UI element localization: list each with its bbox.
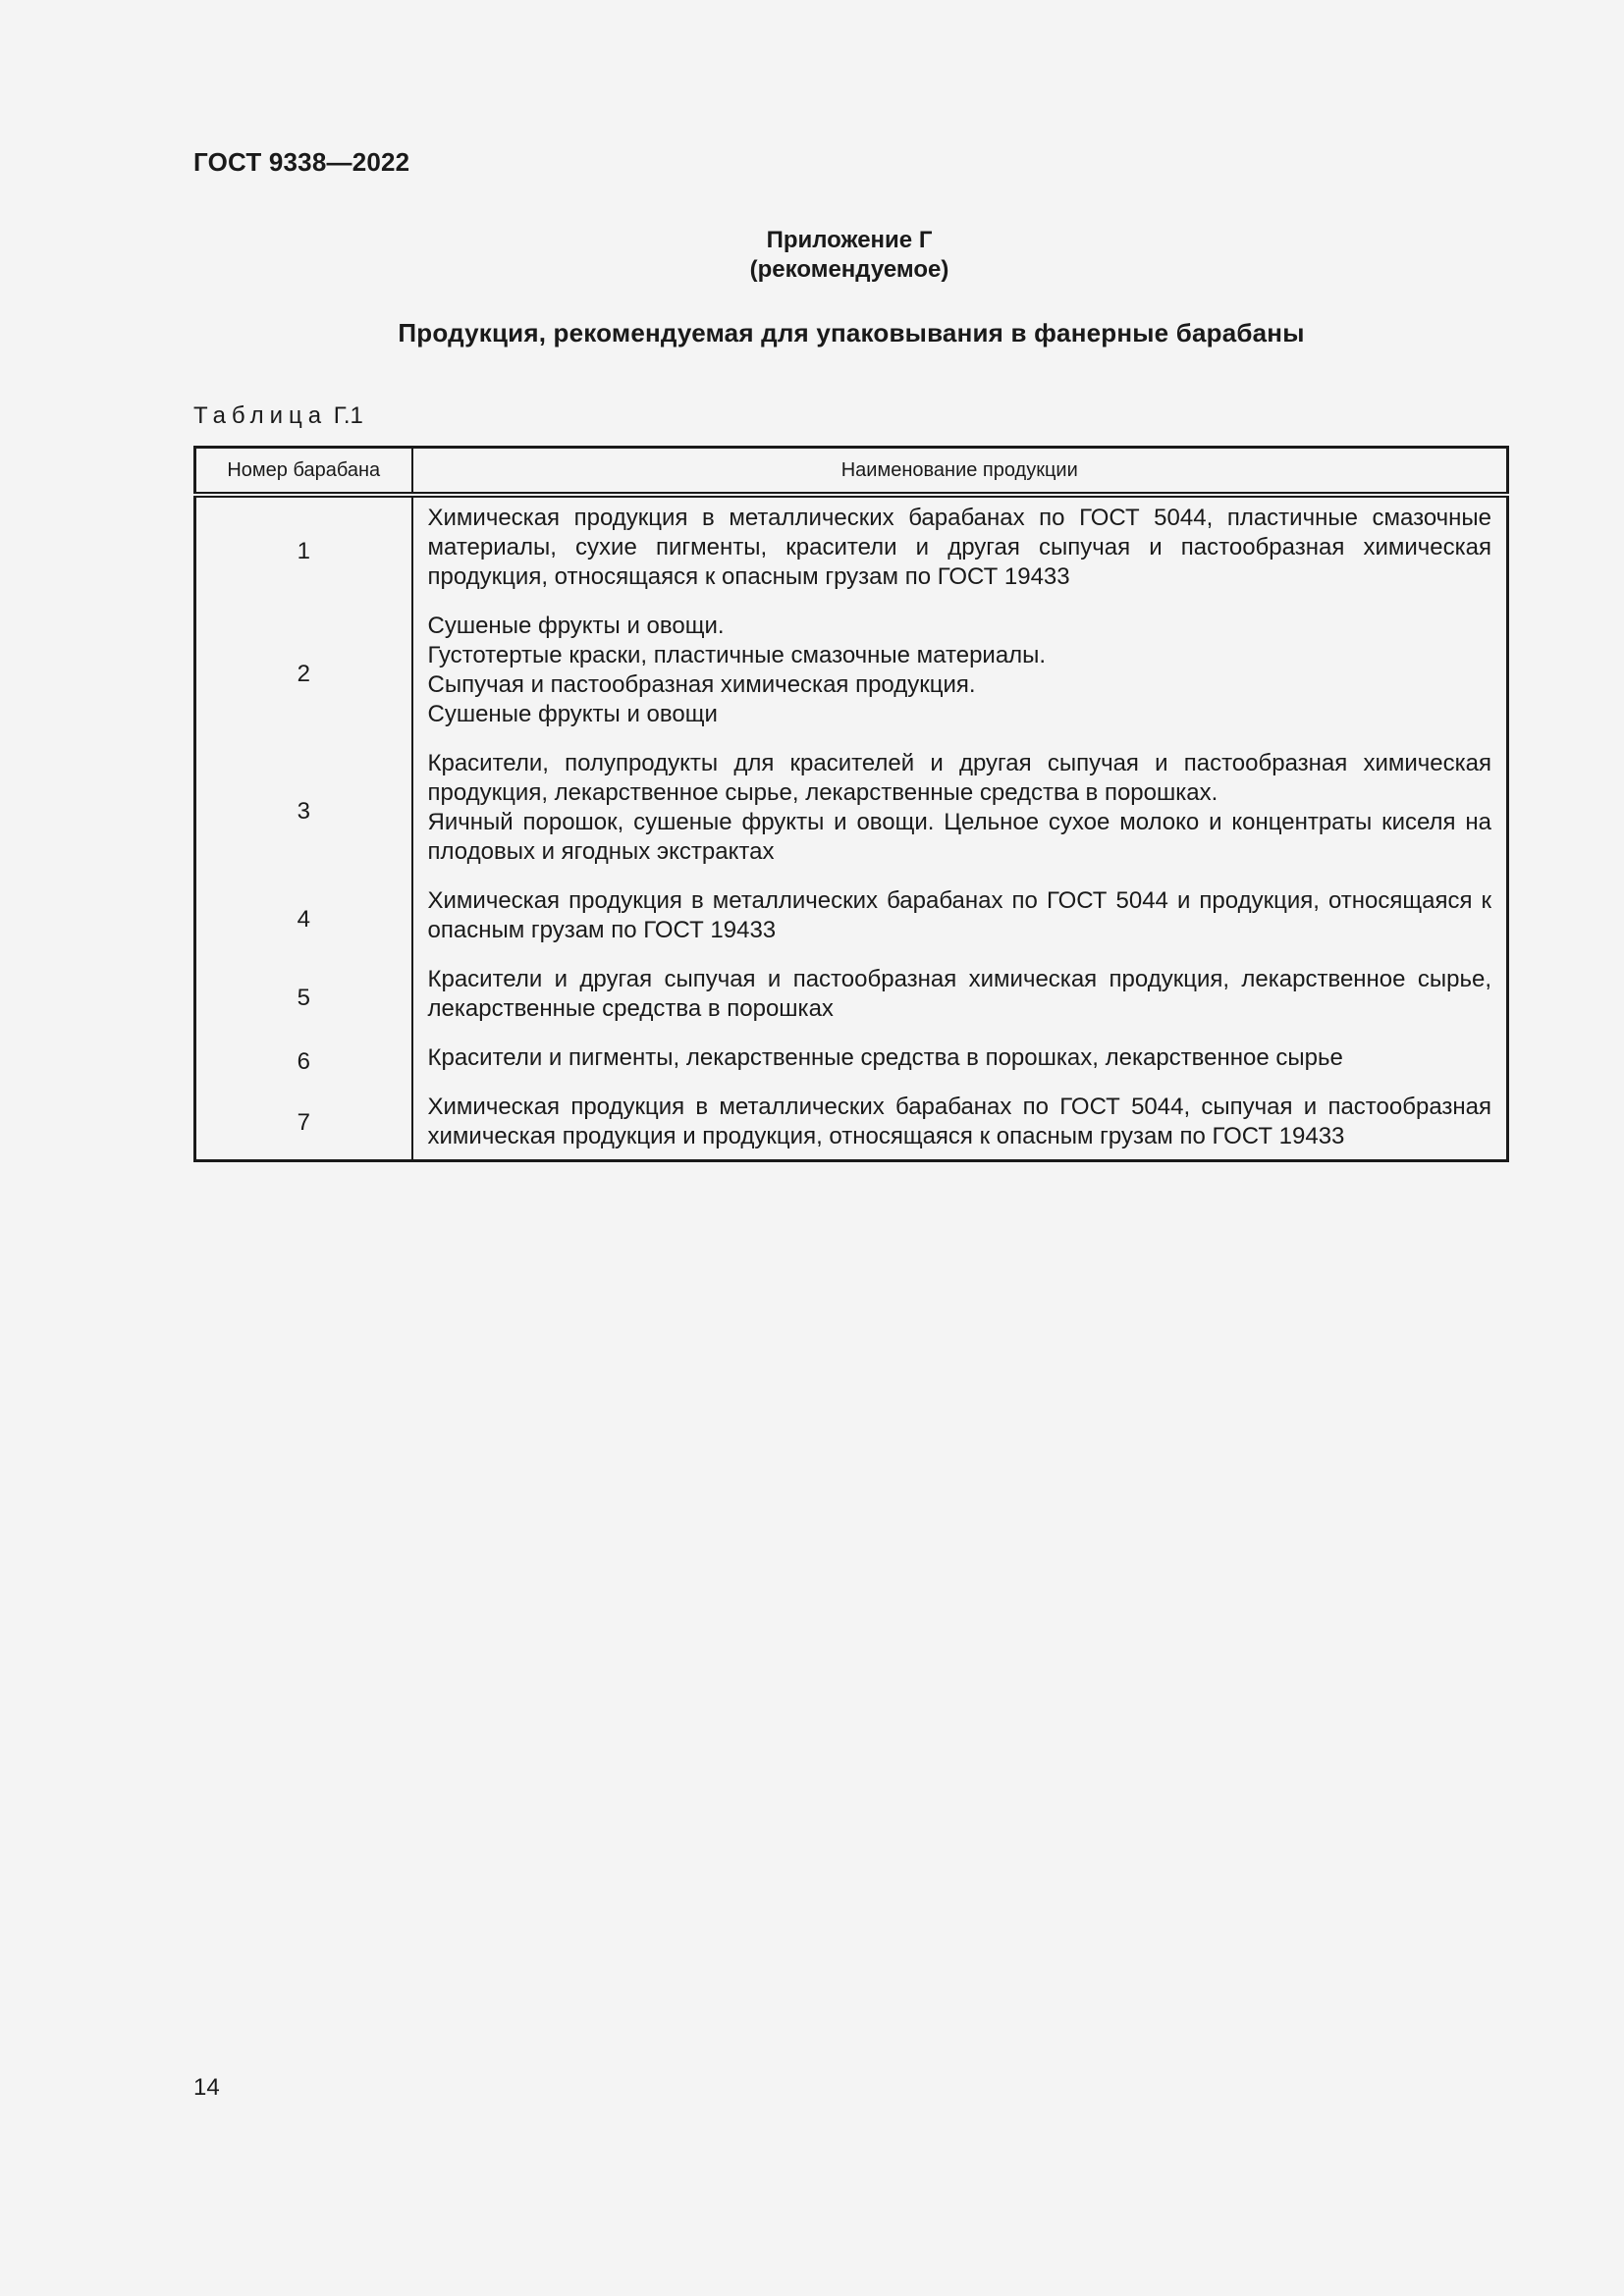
product-description [412, 495, 1508, 606]
product-description [412, 1038, 1508, 1087]
product-description [412, 881, 1508, 959]
description-line: Химическая продукция в металлических барабанах по ГОСТ 5044, пластичные смазочные материалы, сухие пигменты, красители и другая сыпучая и пастообразная химическая продукция, относящаяся к опасным грузам по ГОСТ 19433 [427, 505, 1491, 590]
table-caption-word: Таблица [193, 402, 328, 429]
product-description [412, 959, 1508, 1038]
drum-number: 5 [195, 959, 412, 1038]
table-caption-number: Г.1 [333, 402, 363, 429]
description-line: Густотертые краски, пластичные смазочные материалы. [427, 642, 1047, 668]
table-row [195, 743, 1508, 881]
table-row [195, 1087, 1508, 1161]
description-line: Сушеные фрукты и овощи. [427, 613, 725, 639]
table-row [195, 606, 1508, 743]
products-table [193, 446, 1509, 1162]
table-row [195, 1038, 1508, 1087]
description-line: Яичный порошок, сушеные фрукты и овощи. Цельное сухое молоко и концентраты киселя на плодовых и ягодных экстрактах [427, 809, 1491, 865]
description-line: Химическая продукция в металлических барабанах по ГОСТ 5044 и продукция, относящаяся к опасным грузам по ГОСТ 19433 [427, 887, 1491, 943]
document-code: ГОСТ 9338—2022 [193, 147, 410, 177]
column-header-drum-number: Номер барабана [195, 448, 412, 496]
appendix-title: Приложение Г [766, 227, 933, 253]
description-line: Красители и другая сыпучая и пастообразная химическая продукция, лекарственное сырье, лекарственные средства в порошках [427, 966, 1491, 1022]
description-line: Сыпучая и пастообразная химическая продукция. [427, 671, 976, 698]
drum-number: 7 [195, 1087, 412, 1161]
drum-number: 2 [195, 606, 412, 743]
product-description [412, 1087, 1508, 1161]
section-title: Продукция, рекомендуемая для упаковывания в фанерные барабаны [398, 318, 1305, 347]
table-caption [193, 402, 363, 430]
table-row [195, 959, 1508, 1038]
table-row [195, 881, 1508, 959]
table-header-row [195, 448, 1508, 496]
product-description [412, 743, 1508, 881]
description-line: Красители и пигменты, лекарственные средства в порошках, лекарственное сырье [427, 1044, 1343, 1071]
description-line: Сушеные фрукты и овощи [427, 701, 718, 727]
drum-number: 3 [195, 743, 412, 881]
page-number: 14 [193, 2074, 220, 2101]
description-line: Красители, полупродукты для красителей и другая сыпучая и пастообразная химическая продукция, лекарственное сырье, лекарственные средства в порошках. [427, 750, 1491, 806]
appendix-type: (рекомендуемое) [749, 256, 949, 283]
table-row [195, 495, 1508, 606]
description-line: Химическая продукция в металлических барабанах по ГОСТ 5044, сыпучая и пастообразная химическая продукция и продукция, относящаяся к опасным грузам по ГОСТ 19433 [427, 1094, 1491, 1149]
drum-number: 4 [195, 881, 412, 959]
drum-number: 1 [195, 495, 412, 606]
product-description [412, 606, 1508, 743]
drum-number: 6 [195, 1038, 412, 1087]
column-header-product-name: Наименование продукции [412, 448, 1508, 496]
